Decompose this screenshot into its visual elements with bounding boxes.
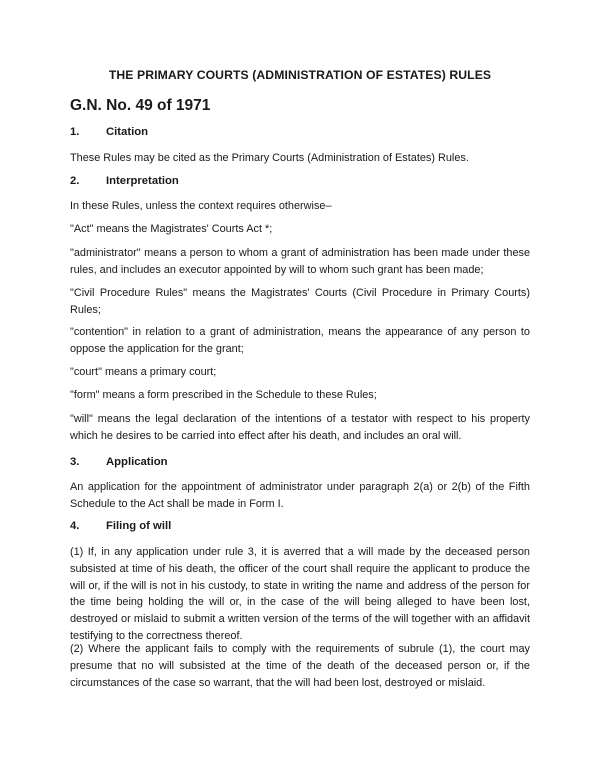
- paragraph-interpretation-intro: In these Rules, unless the context requires otherwise–: [70, 200, 332, 212]
- section-number: 1.: [70, 126, 80, 138]
- section-number: 4.: [70, 520, 80, 532]
- definition-administrator: "administrator" means a person to whom a grant of administration has been made under these rules, and includes an executor appointed by will to whom such grant has been made;: [70, 247, 530, 276]
- section-number: 3.: [70, 456, 80, 468]
- definition-will: "will" means the legal declaration of the intentions of a testator with respect to his property which he desires to be carried into effect after his death, and includes an oral will.: [70, 413, 530, 442]
- paragraph-citation: These Rules may be cited as the Primary Courts (Administration of Estates) Rules.: [70, 152, 469, 164]
- section-heading-citation: [70, 126, 148, 138]
- definition-civil-procedure-rules: "Civil Procedure Rules" means the Magistrates' Courts (Civil Procedure in Primary Courts) Rules;: [70, 287, 530, 316]
- section-number: 2.: [70, 175, 80, 187]
- document-title: THE PRIMARY COURTS (ADMINISTRATION OF ESTATES) RULES: [108, 68, 492, 82]
- definition-contention: "contention" in relation to a grant of administration, means the appearance of any person to oppose the application for the grant;: [70, 326, 530, 355]
- paragraph-application: An application for the appointment of administrator under paragraph 2(a) or 2(b) of the Fifth Schedule to the Act shall be made in Form I.: [70, 481, 530, 510]
- section-title: Application: [106, 456, 168, 468]
- section-title: Citation: [106, 126, 149, 138]
- section-title: Interpretation: [106, 175, 179, 187]
- section-heading-interpretation: [70, 175, 179, 187]
- definition-court: "court" means a primary court;: [70, 366, 217, 378]
- section-heading-filing-of-will: [70, 520, 171, 532]
- section-title: Filing of will: [106, 520, 172, 532]
- paragraph-filing-of-will-2: (2) Where the applicant fails to comply with the requirements of subrule (1), the court may presume that no will subsisted at the time of the death of the deceased person or, if the circumstances of the case so warrant, that the will had been lost, destroyed or mislaid.: [70, 643, 530, 689]
- gazette-notice-number: G.N. No. 49 of 1971: [70, 97, 211, 114]
- definition-form: "form" means a form prescribed in the Schedule to these Rules;: [70, 389, 377, 401]
- section-heading-application: [70, 456, 168, 468]
- paragraph-filing-of-will-1: (1) If, in any application under rule 3, it is averred that a will made by the deceased person subsisted at time of his death, the officer of the court shall require the applicant to produce the will or, if the will is not in his custody, to state in writing the name and address of the person for the time being holding the will or, in the case of the will being alleged to have been lost, destroyed or mislaid to submit a written version of the terms of the will together with an affidavit testifying to the correctness thereof.: [70, 546, 530, 642]
- definition-act: "Act" means the Magistrates' Courts Act *;: [70, 223, 273, 235]
